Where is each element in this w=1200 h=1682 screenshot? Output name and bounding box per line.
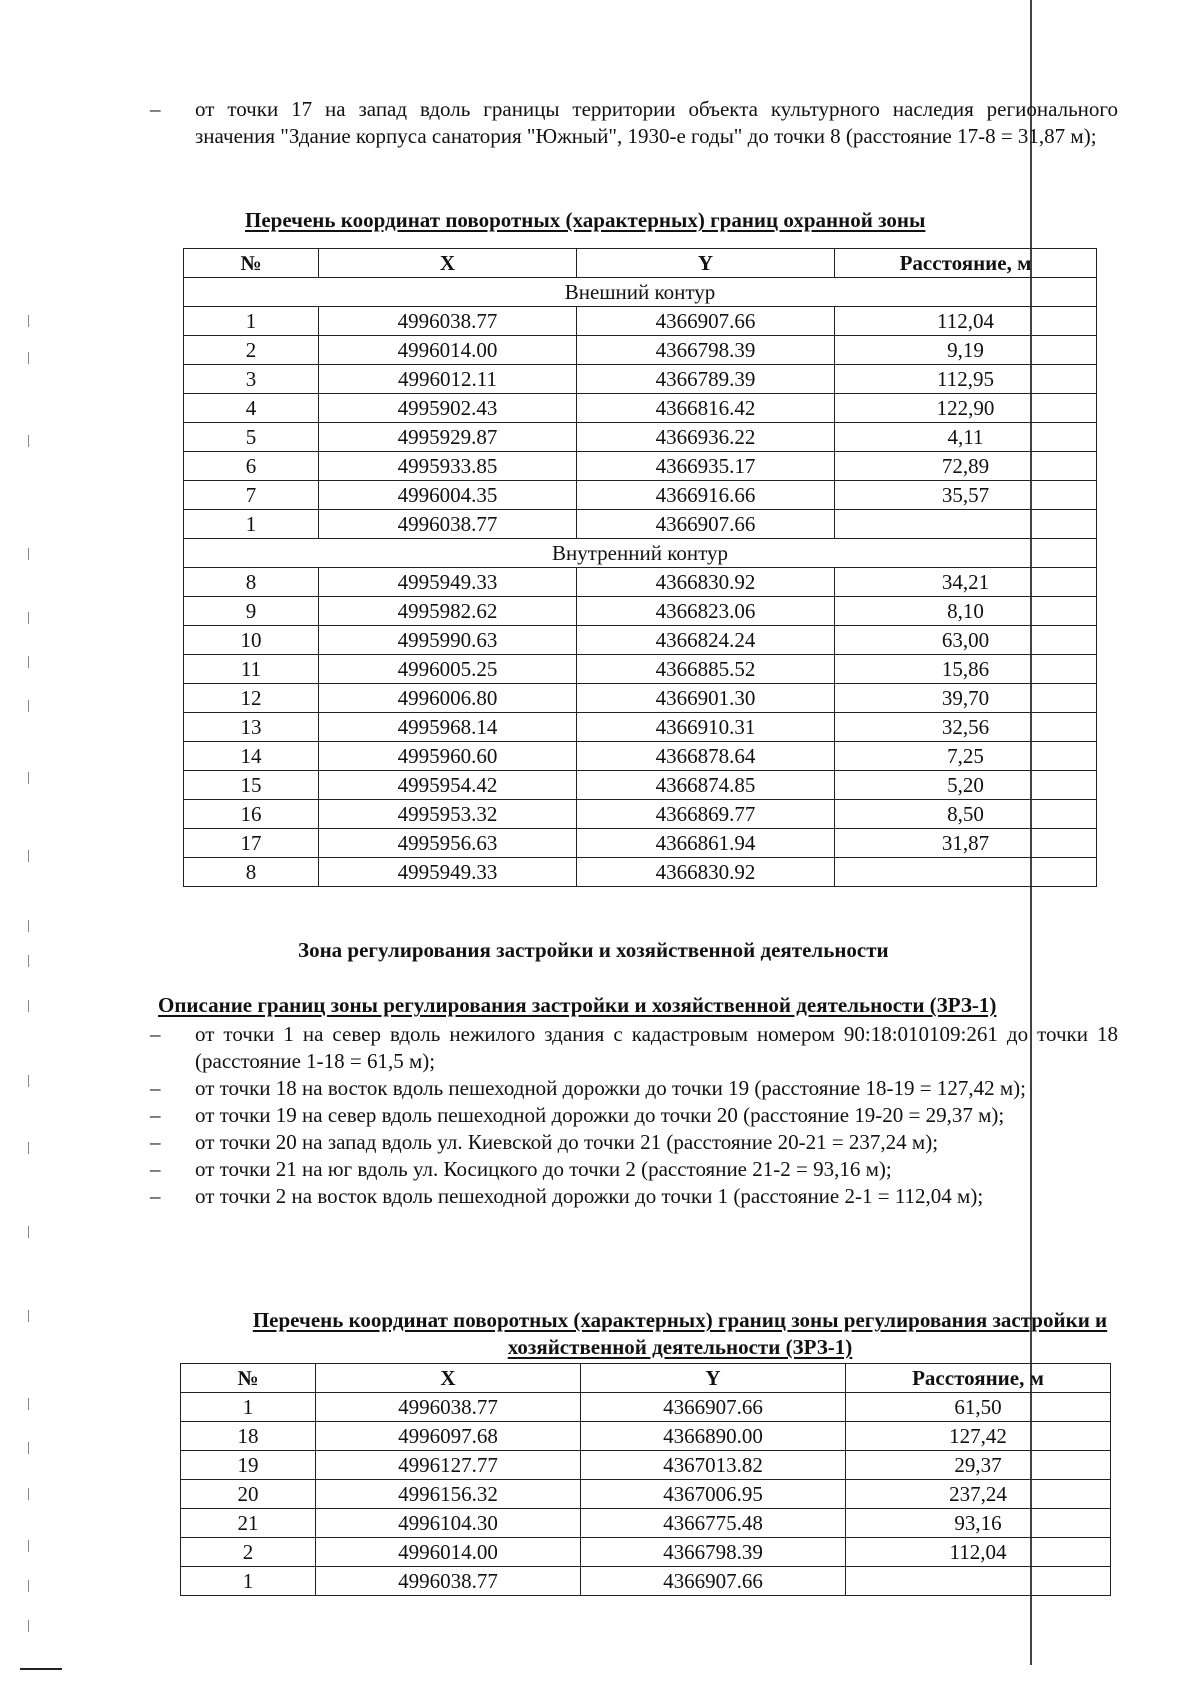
cell-number: 2 (184, 336, 319, 365)
cell-x: 4995968.14 (319, 713, 577, 742)
cell-number: 21 (181, 1509, 316, 1538)
cell-number: 20 (181, 1480, 316, 1509)
table-row (181, 1451, 1111, 1480)
table-row (181, 1509, 1111, 1538)
cell-number: 16 (184, 800, 319, 829)
cell-number: 1 (184, 510, 319, 539)
cell-x: 4995902.43 (319, 394, 577, 423)
section-label-outer-contour: Внешний контур (184, 278, 1097, 307)
cell-number: 5 (184, 423, 319, 452)
cell-number: 6 (184, 452, 319, 481)
cell-x: 4996038.77 (319, 510, 577, 539)
cell-y: 4366823.06 (577, 597, 835, 626)
cell-number: 13 (184, 713, 319, 742)
cell-distance: 15,86 (835, 655, 1097, 684)
cell-y: 4367006.95 (581, 1480, 846, 1509)
cell-x: 4996038.77 (316, 1393, 581, 1422)
cell-x: 4996006.80 (319, 684, 577, 713)
cell-x: 4996038.77 (316, 1567, 581, 1596)
table-row (181, 1538, 1111, 1567)
cell-x: 4995954.42 (319, 771, 577, 800)
zrz-boundary-list (150, 1021, 1118, 1210)
cell-distance: 7,25 (835, 742, 1097, 771)
cell-distance: 9,19 (835, 336, 1097, 365)
cell-number: 8 (184, 568, 319, 597)
cell-y: 4366869.77 (577, 800, 835, 829)
cell-distance (835, 510, 1097, 539)
table-row (184, 655, 1097, 684)
cell-x: 4995982.62 (319, 597, 577, 626)
cell-distance: 237,24 (846, 1480, 1111, 1509)
cell-distance: 8,10 (835, 597, 1097, 626)
zrz-coordinates-table (180, 1363, 1111, 1596)
cell-x: 4995949.33 (319, 858, 577, 887)
cell-distance: 93,16 (846, 1509, 1111, 1538)
cell-x: 4996104.30 (316, 1509, 581, 1538)
cell-y: 4366878.64 (577, 742, 835, 771)
table-row (184, 365, 1097, 394)
table1-title: Перечень координат поворотных (характерных) границ охранной зоны (245, 208, 926, 232)
cell-y: 4366789.39 (577, 365, 835, 394)
table-row (184, 858, 1097, 887)
cell-y: 4367013.82 (581, 1451, 846, 1480)
cell-x: 4996127.77 (316, 1451, 581, 1480)
cell-distance: 122,90 (835, 394, 1097, 423)
cell-y: 4366861.94 (577, 829, 835, 858)
cell-y: 4366901.30 (577, 684, 835, 713)
table-row (184, 510, 1097, 539)
table-row (184, 481, 1097, 510)
cell-y: 4366830.92 (577, 858, 835, 887)
cell-x: 4996038.77 (319, 307, 577, 336)
cell-y: 4366936.22 (577, 423, 835, 452)
column-header-x: X (319, 249, 577, 278)
cell-distance: 34,21 (835, 568, 1097, 597)
cell-number: 1 (181, 1393, 316, 1422)
column-header-y: Y (577, 249, 835, 278)
cell-x: 4995953.32 (319, 800, 577, 829)
cell-y: 4366916.66 (577, 481, 835, 510)
cell-x: 4996156.32 (316, 1480, 581, 1509)
table-row (181, 1422, 1111, 1451)
cell-x: 4996005.25 (319, 655, 577, 684)
cell-y: 4366907.66 (581, 1567, 846, 1596)
zrz-description-title: Описание границ зоны регулирования застройки и хозяйственной деятельности (ЗРЗ-1) (158, 993, 997, 1017)
cell-number: 18 (181, 1422, 316, 1451)
cell-number: 1 (184, 307, 319, 336)
list-item: – от точки 19 на север вдоль пешеходной дорожки до точки 20 (расстояние 19-20 = 29,37 м); (150, 1102, 1118, 1129)
column-header-x: X (316, 1364, 581, 1393)
table-row (184, 800, 1097, 829)
cell-number: 1 (181, 1567, 316, 1596)
cell-distance: 63,00 (835, 626, 1097, 655)
cell-distance: 112,04 (846, 1538, 1111, 1567)
cell-number: 7 (184, 481, 319, 510)
table-row (181, 1393, 1111, 1422)
cell-number: 12 (184, 684, 319, 713)
cell-distance: 112,95 (835, 365, 1097, 394)
cell-x: 4995929.87 (319, 423, 577, 452)
cell-distance: 127,42 (846, 1422, 1111, 1451)
cell-distance: 32,56 (835, 713, 1097, 742)
table-header-row (184, 249, 1097, 278)
cell-y: 4366798.39 (581, 1538, 846, 1567)
cell-distance: 72,89 (835, 452, 1097, 481)
list-item: – от точки 20 на запад вдоль ул. Киевской до точки 21 (расстояние 20-21 = 237,24 м); (150, 1129, 1118, 1156)
footer-rule (20, 1668, 62, 1670)
cell-distance (835, 858, 1097, 887)
cell-y: 4366935.17 (577, 452, 835, 481)
cell-y: 4366775.48 (581, 1509, 846, 1538)
cell-y: 4366910.31 (577, 713, 835, 742)
cell-x: 4995949.33 (319, 568, 577, 597)
table2-title: Перечень координат поворотных (характерных) границ зоны регулирования застройки и хозяйственной деятельности (ЗРЗ-1) (252, 1308, 1108, 1359)
table-row (184, 423, 1097, 452)
cell-y: 4366830.92 (577, 568, 835, 597)
table-row (184, 452, 1097, 481)
cell-number: 11 (184, 655, 319, 684)
cell-distance: 31,87 (835, 829, 1097, 858)
cell-number: 3 (184, 365, 319, 394)
column-header-y: Y (581, 1364, 846, 1393)
cell-x: 4996097.68 (316, 1422, 581, 1451)
table-row (184, 742, 1097, 771)
protection-zone-coordinates-table (183, 248, 1097, 887)
cell-x: 4995960.60 (319, 742, 577, 771)
cell-x: 4995990.63 (319, 626, 577, 655)
table-row (184, 307, 1097, 336)
cell-y: 4366890.00 (581, 1422, 846, 1451)
cell-y: 4366907.66 (581, 1393, 846, 1422)
cell-number: 4 (184, 394, 319, 423)
intro-bullet-list (150, 96, 1118, 150)
table-section-row (184, 539, 1097, 568)
cell-distance: 35,57 (835, 481, 1097, 510)
column-header-number: № (181, 1364, 316, 1393)
table-row (181, 1567, 1111, 1596)
table-section-row (184, 278, 1097, 307)
cell-x: 4996014.00 (316, 1538, 581, 1567)
list-item: – от точки 21 на юг вдоль ул. Косицкого до точки 2 (расстояние 21-2 = 93,16 м); (150, 1156, 1118, 1183)
cell-distance: 29,37 (846, 1451, 1111, 1480)
cell-x: 4995956.63 (319, 829, 577, 858)
cell-y: 4366874.85 (577, 771, 835, 800)
cell-y: 4366907.66 (577, 307, 835, 336)
table-row (184, 568, 1097, 597)
cell-number: 17 (184, 829, 319, 858)
table-row (184, 394, 1097, 423)
cell-number: 9 (184, 597, 319, 626)
list-item: – от точки 17 на запад вдоль границы территории объекта культурного наследия регионального значения "Здание корпуса санатория "Южный", 1930-е годы" до точки 8 (расстояние 17-8 = 31,87 м); (150, 96, 1118, 150)
list-item: – от точки 18 на восток вдоль пешеходной дорожки до точки 19 (расстояние 18-19 = 127,42 м); (150, 1075, 1118, 1102)
cell-distance: 8,50 (835, 800, 1097, 829)
table-row (184, 829, 1097, 858)
cell-distance: 61,50 (846, 1393, 1111, 1422)
cell-x: 4996014.00 (319, 336, 577, 365)
cell-number: 10 (184, 626, 319, 655)
cell-y: 4366816.42 (577, 394, 835, 423)
cell-x: 4995933.85 (319, 452, 577, 481)
list-item: – от точки 1 на север вдоль нежилого здания с кадастровым номером 90:18:010109:261 до точки 18 (расстояние 1-18 = 61,5 м); (150, 1021, 1118, 1075)
cell-number: 2 (181, 1538, 316, 1567)
table-header-row (181, 1364, 1111, 1393)
list-item: – от точки 2 на восток вдоль пешеходной дорожки до точки 1 (расстояние 2-1 = 112,04 м); (150, 1183, 1118, 1210)
cell-number: 19 (181, 1451, 316, 1480)
table-row (184, 684, 1097, 713)
cell-y: 4366885.52 (577, 655, 835, 684)
table-row (184, 771, 1097, 800)
cell-x: 4996004.35 (319, 481, 577, 510)
cell-y: 4366798.39 (577, 336, 835, 365)
column-header-distance: Расстояние, м (835, 249, 1097, 278)
zone-section-title: Зона регулирования застройки и хозяйственной деятельности (298, 938, 889, 962)
table-row (184, 336, 1097, 365)
table-row (181, 1480, 1111, 1509)
cell-distance: 4,11 (835, 423, 1097, 452)
cell-number: 15 (184, 771, 319, 800)
cell-distance: 39,70 (835, 684, 1097, 713)
cell-distance (846, 1567, 1111, 1596)
section-label-inner-contour: Внутренний контур (184, 539, 1097, 568)
cell-distance: 5,20 (835, 771, 1097, 800)
cell-number: 14 (184, 742, 319, 771)
cell-number: 8 (184, 858, 319, 887)
table-row (184, 713, 1097, 742)
column-header-number: № (184, 249, 319, 278)
cell-y: 4366907.66 (577, 510, 835, 539)
column-header-distance: Расстояние, м (846, 1364, 1111, 1393)
cell-y: 4366824.24 (577, 626, 835, 655)
cell-x: 4996012.11 (319, 365, 577, 394)
table-row (184, 597, 1097, 626)
table-row (184, 626, 1097, 655)
cell-distance: 112,04 (835, 307, 1097, 336)
